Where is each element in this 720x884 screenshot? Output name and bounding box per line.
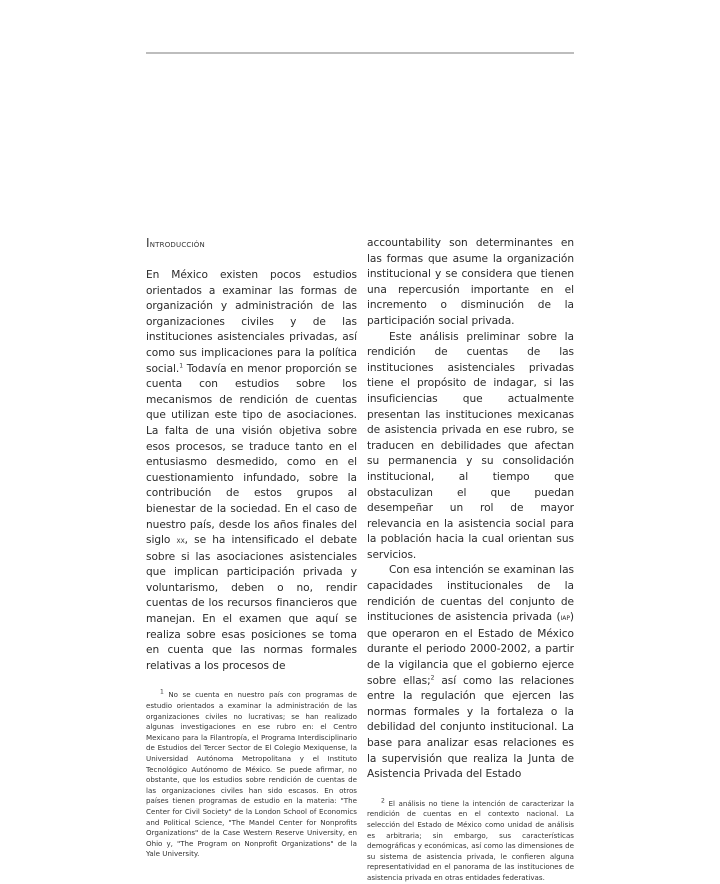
footnote-ref-2[interactable]: 2 — [430, 674, 435, 682]
body-text-right — [367, 236, 574, 783]
paragraph-text: Con esa intención se examinan las capacidades institucionales de la rendición de cuentas del conjunto de instituciones de asistencia privada ( — [367, 564, 574, 624]
paragraph: accountability son determinantes en las formas que asume la organización institucional y se considera que tienen una repercusión importante en el incremento o disminución de la participación social privada. — [367, 237, 574, 327]
footnote-1 — [146, 690, 357, 860]
left-column — [146, 236, 357, 860]
paragraph-text: así como las relaciones entre la regulación que ejercen las normas formales y la fortaleza o la debilidad del conjunto institucional. La base para analizar esas relaciones es la supervisión que realiza la Junta de Asistencia Privada del Estado — [367, 674, 574, 781]
century-numeral: xx — [176, 536, 185, 547]
paragraph-text: ) que operaron en el Estado de México durante el periodo 2000-2002, a partir de la vigilancia que el gobierno ejerce sobre ellas; — [367, 611, 574, 687]
paragraph — [146, 268, 357, 674]
heading-rest: ntroducción — [149, 239, 205, 250]
paragraph-text: En México existen pocos estudios orientados a examinar las formas de organización y administración de las organizaciones civiles y de las instituciones asistenciales privadas, así como sus implicaciones para la política social. — [146, 269, 357, 375]
footnote-2 — [367, 799, 574, 884]
footnote-mark: 1 — [160, 689, 164, 697]
footnote-text: El análisis no tiene la intención de caracterizar la rendición de cuentas en el contexto nacional. La selección del Estado de México como unidad de análisis es arbitraria; sin embargo, sus características demográficas y económicas, así como las dimensiones de su sistema de asistencia privada, le confieren alguna representatividad en el panorama de las instituciones de asistencia privada en otras entidades federativas. — [367, 798, 574, 882]
heading-initial: I — [146, 236, 150, 250]
paragraph: Este análisis preliminar sobre la rendición de cuentas de las instituciones asistenciales privadas tiene el propósito de indagar, si las insuficiencias que actualmente presentan las instituciones mexicanas de asistencia privada en ese rubro, se traducen en debilidades que afectan su permanencia y su consolidación institucional, al tiempo que obstaculizan el que puedan desempeñar un rol de mayor relevancia en la asistencia social para la población hacia la cual orientan sus servicios. — [367, 330, 574, 561]
paragraph — [367, 563, 574, 782]
footnote-ref-1[interactable]: 1 — [179, 362, 184, 370]
section-heading — [146, 236, 357, 252]
footnote-mark: 2 — [381, 797, 385, 805]
footnote-text: No se cuenta en nuestro país con programas de estudio orientados a examinar la administración de las organizaciones civiles no lucrativas; se han realizado algunas investigaciones en ese rubro en: el Centro Mexicano para la Filantropía, el Programa Interdisciplinario de Estudios del Tercer Sector de El Colegio Mexiquense, la Universidad Autónoma Metropolitana y el Instituto Tecnológico Autónomo de México. Se puede afirmar, no obstante, que los estudios sobre rendición de cuentas de las organizaciones civiles han sido escasos. En otros países tienen programas de estudio en la materia: "The Center for Civil Society" de la London School of Economics and Political Science, "The Mandel Center for Nonprofits Organizations" de la Case Western Reserve University, en Ohio y, "The Program on Nonprofit Organizations" de la Yale University. — [146, 690, 357, 859]
right-column — [367, 236, 574, 884]
paragraph-text: Todavía en menor proporción se cuenta con estudios sobre los mecanismos de rendición de cuentas que utilizan este tipo de asociaciones. La falta de una visión objetiva sobre esos procesos, se traduce tanto en el entusiasmo desmedido, como en el cuestionamiento infundado, sobre la contribución de estos grupos al bienestar de la sociedad. En el caso de nuestro país, desde los años finales del siglo — [146, 362, 357, 547]
abbreviation: iap — [560, 613, 570, 624]
header-rule — [146, 52, 574, 54]
paragraph-text: , se ha intensificado el debate sobre si las asociaciones asistenciales que implican participación privada y voluntarismo, deben o no, rendir cuentas de los recursos financieros que manejan. En el examen que aquí se realiza sobre esas posiciones se toma en cuenta que las normas formales relativas a los procesos de — [146, 534, 357, 672]
body-text-left — [146, 268, 357, 674]
